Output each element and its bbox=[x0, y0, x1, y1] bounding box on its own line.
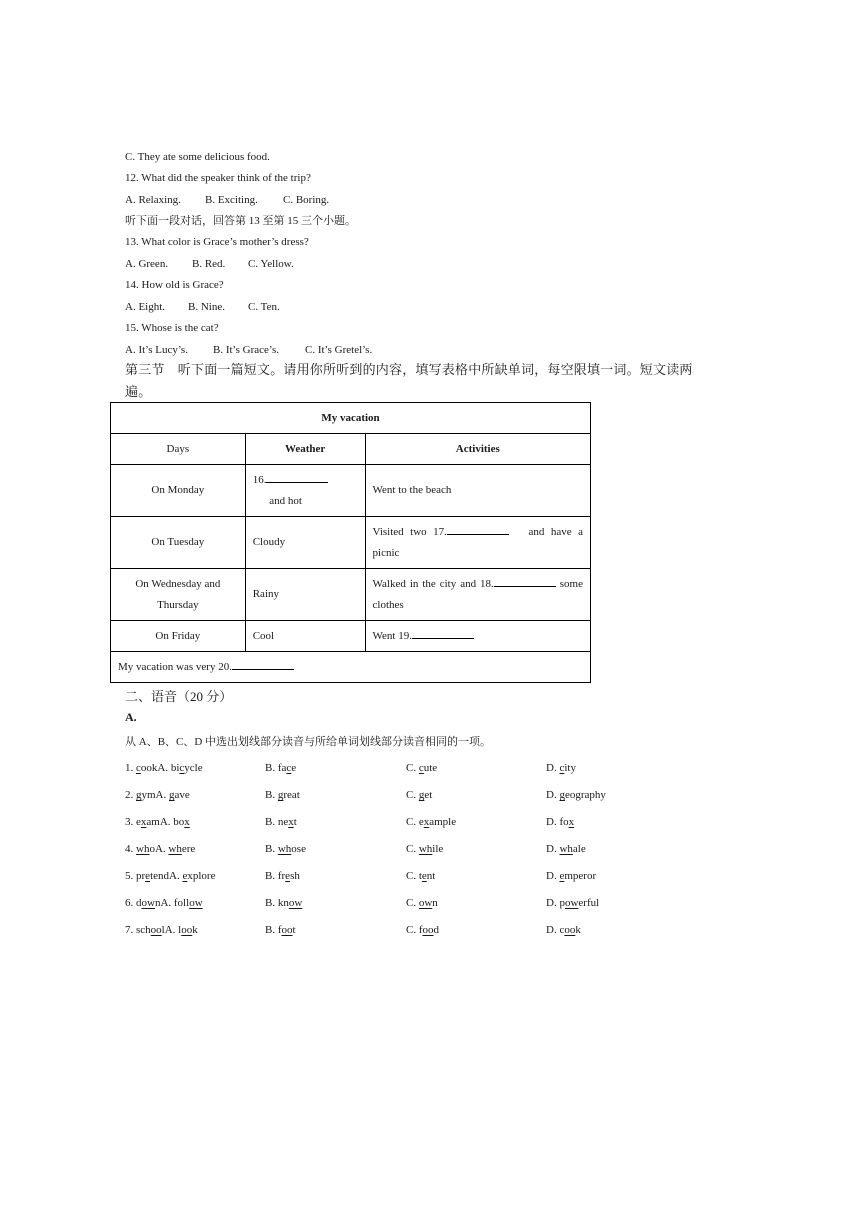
option-b bbox=[265, 923, 296, 937]
option-b bbox=[265, 869, 300, 883]
table-row bbox=[111, 569, 591, 621]
q15-stem: 15. Whose is the cat? bbox=[125, 322, 219, 334]
day-cell: On Monday bbox=[111, 465, 246, 517]
option-b bbox=[265, 896, 302, 910]
q13-stem: 13. What color is Grace’s mother’s dress? bbox=[125, 236, 309, 248]
word-part: lA. l bbox=[161, 924, 182, 936]
underlined-letters: e bbox=[421, 870, 427, 882]
word-part: 2. bbox=[125, 789, 136, 801]
word-part: d bbox=[433, 924, 439, 936]
word-part: ave bbox=[174, 789, 190, 801]
word-part: D. bbox=[546, 762, 560, 774]
underlined-letters: g bbox=[169, 789, 175, 801]
weather-text: and hot bbox=[269, 494, 302, 507]
word-part: eography bbox=[564, 789, 606, 801]
underlined-letters: x bbox=[423, 816, 430, 828]
option-c bbox=[406, 869, 435, 883]
underlined-letters: e bbox=[182, 870, 188, 882]
option-d bbox=[546, 896, 599, 910]
word-part: B. f bbox=[265, 924, 282, 936]
vacation-table bbox=[110, 402, 591, 683]
table-header-row bbox=[111, 434, 591, 465]
q13-option-b: B. Red. bbox=[192, 258, 226, 270]
answer-blank-16 bbox=[266, 472, 328, 483]
table-row bbox=[111, 465, 591, 517]
weather-cell: Rainy bbox=[245, 569, 365, 621]
underlined-letters: c bbox=[286, 762, 292, 774]
day-cell: On Wednesday and Thursday bbox=[111, 569, 246, 621]
table-row bbox=[111, 621, 591, 652]
option-d bbox=[546, 788, 606, 802]
word-part: ity bbox=[564, 762, 576, 774]
word-part: D. c bbox=[546, 924, 565, 936]
q14-option-c: C. Ten. bbox=[248, 301, 280, 313]
underlined-letters: ow bbox=[141, 897, 155, 909]
word-part: C. bbox=[406, 762, 419, 774]
underlined-letters: g bbox=[136, 789, 142, 801]
q13-option-c: C. Yellow. bbox=[248, 258, 294, 270]
option-d bbox=[546, 869, 596, 883]
q14-option-b: B. Nine. bbox=[188, 301, 225, 313]
answer-blank-20 bbox=[232, 659, 294, 670]
word-part: et bbox=[424, 789, 433, 801]
underlined-letters: x bbox=[568, 816, 575, 828]
dialog-intro: 听下面一段对话，回答第 13 至第 15 三个小题。 bbox=[125, 215, 356, 227]
underlined-letters: oo bbox=[181, 924, 193, 936]
word-part: ute bbox=[423, 762, 438, 774]
option-b bbox=[265, 815, 297, 829]
word-part: k bbox=[575, 924, 581, 936]
word-part: C. e bbox=[406, 816, 424, 828]
q13-option-a: A. Green. bbox=[125, 258, 169, 270]
q12-options bbox=[125, 193, 329, 207]
activity-cell bbox=[365, 621, 590, 652]
underlined-letters: g bbox=[559, 789, 565, 801]
header-weather: Weather bbox=[245, 434, 365, 465]
option-d bbox=[546, 761, 576, 775]
option-d bbox=[546, 842, 586, 856]
item-stem bbox=[125, 815, 190, 829]
option-c bbox=[406, 788, 432, 802]
word-part: C. bbox=[406, 789, 419, 801]
word-part: 1. bbox=[125, 762, 136, 774]
word-part: B. ne bbox=[265, 816, 289, 828]
option-d bbox=[546, 815, 574, 829]
header-days: Days bbox=[111, 434, 246, 465]
word-part: t bbox=[293, 816, 297, 828]
q11-option-c: C. They ate some delicious food. bbox=[125, 151, 270, 163]
underlined-letters: wh bbox=[168, 843, 182, 855]
word-part: ere bbox=[181, 843, 196, 855]
footer-text: My vacation was very 20. bbox=[118, 660, 232, 673]
word-part: 3. e bbox=[125, 816, 141, 828]
phonetics-instruction: 从 A、B、C、D 中选出划线部分读音与所给单词划线部分读音相同的一项。 bbox=[125, 736, 492, 748]
weather-number: 16. bbox=[252, 473, 267, 486]
word-part: e bbox=[291, 762, 297, 774]
word-part: nt bbox=[426, 870, 436, 882]
day-cell: On Friday bbox=[111, 621, 246, 652]
word-part: ale bbox=[572, 843, 586, 855]
underlined-letters: oo bbox=[564, 924, 576, 936]
option-c bbox=[406, 842, 443, 856]
word-part: B. kn bbox=[265, 897, 289, 909]
activity-text: Went 19. bbox=[372, 629, 412, 642]
underlined-letters: oo bbox=[422, 924, 434, 936]
activity-text-after: and have a picnic bbox=[372, 525, 584, 559]
option-d bbox=[546, 923, 581, 937]
word-part: B. bbox=[265, 843, 278, 855]
activity-cell bbox=[365, 569, 590, 621]
q14-options bbox=[125, 300, 280, 314]
item-stem bbox=[125, 842, 195, 856]
header-activities: Activities bbox=[365, 434, 590, 465]
answer-blank-19 bbox=[412, 628, 474, 639]
activity-text: Walked in the city and 18. bbox=[372, 577, 494, 590]
option-c bbox=[406, 815, 456, 829]
underlined-letters: wh bbox=[418, 843, 433, 855]
section3-heading: 第三节 听下面一篇短文。请用你所听到的内容，填写表格中所缺单词，每空限填一词。短文读两遍。 bbox=[125, 362, 693, 399]
item-stem bbox=[125, 896, 203, 910]
underlined-letters: wh bbox=[136, 843, 150, 855]
word-part: amA. bo bbox=[146, 816, 185, 828]
option-c bbox=[406, 761, 437, 775]
underlined-letters: c bbox=[136, 762, 141, 774]
item-stem bbox=[125, 923, 198, 937]
word-part: B. bbox=[265, 789, 278, 801]
q14-option-a: A. Eight. bbox=[125, 301, 166, 313]
q12-option-c: C. Boring. bbox=[283, 194, 330, 206]
word-part: tendA. bbox=[150, 870, 183, 882]
word-part: k bbox=[192, 924, 198, 936]
word-part: C. bbox=[406, 843, 419, 855]
underlined-letters: x bbox=[184, 816, 190, 828]
underlined-letters: x bbox=[288, 816, 294, 828]
word-part: D. bbox=[546, 789, 560, 801]
underlined-letters: x bbox=[140, 816, 147, 828]
word-part: sh bbox=[290, 870, 300, 882]
weather-cell: Cool bbox=[245, 621, 365, 652]
q15-option-b: B. It’s Grace’s. bbox=[213, 344, 279, 356]
word-part: t bbox=[292, 924, 296, 936]
word-part: ycle bbox=[184, 762, 203, 774]
phonetics-part-heading: 二、语音（20 分） bbox=[125, 689, 233, 704]
q12-option-b: B. Exciting. bbox=[205, 194, 258, 206]
word-part: 7. sch bbox=[125, 924, 151, 936]
activity-text-after: some clothes bbox=[372, 577, 583, 611]
word-part: D. fo bbox=[546, 816, 569, 828]
word-part: D. bbox=[546, 843, 560, 855]
underlined-letters: e bbox=[559, 870, 565, 882]
q12-option-a: A. Relaxing. bbox=[125, 194, 181, 206]
word-part: C. bbox=[406, 897, 419, 909]
word-part: ookA. bi bbox=[140, 762, 180, 774]
word-part: ymA. bbox=[141, 789, 169, 801]
activity-text: Visited two 17. bbox=[372, 525, 447, 538]
option-b bbox=[265, 761, 296, 775]
item-stem bbox=[125, 788, 190, 802]
underlined-letters: e bbox=[285, 870, 291, 882]
word-part: D. bbox=[546, 870, 560, 882]
word-part: ample bbox=[429, 816, 457, 828]
word-part: D. p bbox=[546, 897, 565, 909]
option-c bbox=[406, 923, 439, 937]
word-part: B. fa bbox=[265, 762, 287, 774]
word-part: 4. bbox=[125, 843, 136, 855]
word-part: erful bbox=[578, 897, 600, 909]
word-part: ose bbox=[291, 843, 306, 855]
underlined-letters: ow bbox=[288, 897, 303, 909]
underlined-letters: c bbox=[179, 762, 185, 774]
word-part: reat bbox=[283, 789, 300, 801]
q15-option-c: C. It’s Gretel’s. bbox=[305, 344, 373, 356]
word-part: n bbox=[432, 897, 438, 909]
underlined-letters: c bbox=[559, 762, 565, 774]
table-footer-row bbox=[111, 652, 591, 683]
underlined-letters: wh bbox=[559, 843, 573, 855]
word-part: 6. d bbox=[125, 897, 142, 909]
underlined-letters: c bbox=[418, 762, 424, 774]
activity-cell: Went to the beach bbox=[365, 465, 590, 517]
word-part: C. f bbox=[406, 924, 423, 936]
underlined-letters: ow bbox=[418, 897, 433, 909]
underlined-letters: ow bbox=[564, 897, 579, 909]
option-b bbox=[265, 788, 300, 802]
q15-option-a: A. It’s Lucy’s. bbox=[125, 344, 188, 356]
word-part: nA. foll bbox=[154, 897, 190, 909]
table-footer bbox=[111, 652, 591, 683]
answer-blank-18 bbox=[494, 576, 556, 587]
underlined-letters: wh bbox=[277, 843, 292, 855]
table-title: My vacation bbox=[111, 403, 591, 434]
item-stem bbox=[125, 869, 215, 883]
word-part: oA. bbox=[149, 843, 169, 855]
underlined-letters: oo bbox=[281, 924, 293, 936]
weather-cell bbox=[245, 465, 365, 517]
option-c bbox=[406, 896, 438, 910]
underlined-letters: ow bbox=[189, 897, 203, 909]
day-cell: On Tuesday bbox=[111, 517, 246, 569]
word-part: ile bbox=[432, 843, 444, 855]
item-stem bbox=[125, 761, 203, 775]
underlined-letters: g bbox=[418, 789, 425, 801]
weather-cell: Cloudy bbox=[245, 517, 365, 569]
word-part: 5. pr bbox=[125, 870, 146, 882]
underlined-letters: e bbox=[145, 870, 151, 882]
word-part: C. t bbox=[406, 870, 422, 882]
word-part: xplore bbox=[187, 870, 216, 882]
option-b bbox=[265, 842, 306, 856]
q13-options bbox=[125, 257, 294, 271]
answer-blank-17 bbox=[447, 524, 509, 535]
underlined-letters: g bbox=[277, 789, 284, 801]
word-part: mperor bbox=[564, 870, 597, 882]
word-part: B. fr bbox=[265, 870, 286, 882]
underlined-letters: oo bbox=[150, 924, 162, 936]
phonetics-sub-heading: A. bbox=[125, 710, 137, 724]
q15-options bbox=[125, 343, 372, 357]
q12-stem: 12. What did the speaker think of the trip? bbox=[125, 172, 311, 184]
table-row bbox=[111, 517, 591, 569]
q14-stem: 14. How old is Grace? bbox=[125, 279, 224, 291]
activity-cell bbox=[365, 517, 590, 569]
